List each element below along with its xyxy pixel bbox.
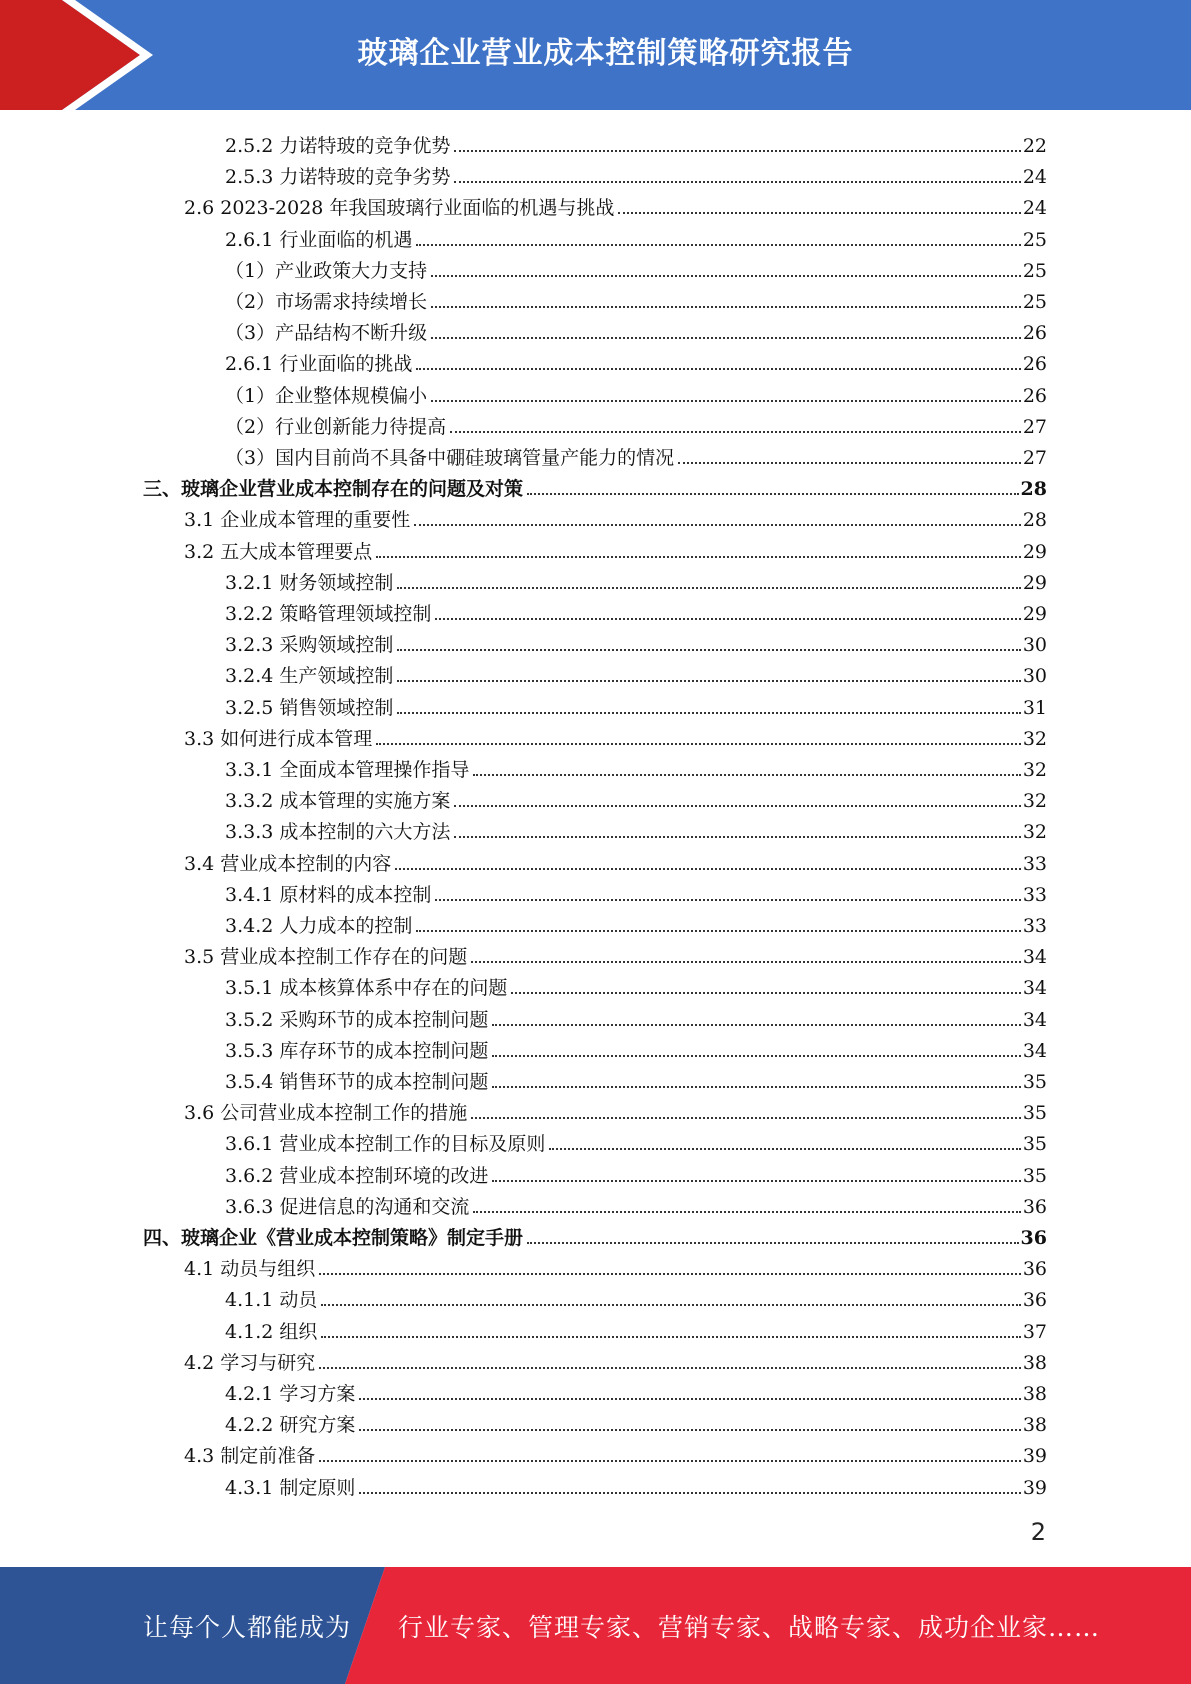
toc-entry[interactable] [225,813,1047,844]
toc-entry[interactable] [184,1250,1047,1281]
toc-entry-page: 32 [1022,759,1047,781]
toc-entry-label: 4.3.1 制定原则 [225,1476,356,1499]
toc-entry-label: （3）国内目前尚不具备中硼硅玻璃管量产能力的情况 [225,447,675,469]
toc-entry-page: 28 [1022,509,1047,532]
report-title: 玻璃企业营业成本控制策略研究报告 [357,36,854,71]
toc-entry-page: 33 [1022,852,1047,875]
toc-entry[interactable] [184,501,1047,532]
toc-entry[interactable] [225,595,1047,626]
toc-dot-leader [376,743,1021,745]
toc-entry-label: 3.4 营业成本控制的内容 [184,852,392,875]
toc-dot-leader [431,306,1021,308]
page-header [0,0,1191,110]
toc-dot-leader [397,649,1020,651]
toc-entry-label: 3.4.1 原材料的成本控制 [225,883,432,906]
toc-entry[interactable] [225,1406,1047,1437]
toc-entry-label: 3.6.3 促进信息的沟通和交流 [225,1195,470,1218]
toc-entry-page: 29 [1022,603,1047,625]
toc-entry-page: 27 [1022,415,1047,438]
toc-dot-leader [471,1117,1021,1119]
toc-entry-page: 36 [1022,1289,1047,1312]
toc-dot-leader [435,618,1020,620]
toc-dot-leader [397,587,1020,589]
toc-entry[interactable] [225,1313,1047,1344]
toc-entry[interactable] [225,1188,1047,1219]
toc-entry[interactable] [225,1469,1047,1500]
toc-entry-page: 30 [1022,665,1047,688]
toc-entry[interactable] [184,1094,1047,1125]
toc-entry-page: 31 [1022,696,1047,719]
toc-dot-leader [395,868,1021,870]
toc-entry[interactable] [225,127,1047,158]
toc-entry-page: 38 [1022,1414,1047,1437]
toc-entry-label: 4.2.2 研究方案 [225,1414,356,1437]
toc-entry[interactable] [225,314,1047,345]
toc-entry-label: 4.3 制定前准备 [184,1445,316,1468]
toc-entry-page: 32 [1022,790,1047,813]
toc-dot-leader [471,961,1021,963]
toc-entry-label: 3.5.1 成本核算体系中存在的问题 [225,977,508,1000]
toc-entry-page: 32 [1022,821,1047,844]
toc-entry[interactable] [225,1125,1047,1156]
toc-entry[interactable] [225,1001,1047,1032]
toc-dot-leader [431,400,1021,402]
toc-entry-page: 26 [1022,353,1047,376]
footer-slogan-left: 让每个人都能成为 [143,1612,352,1642]
toc-entry-page: 24 [1022,197,1047,220]
toc-entry[interactable] [225,408,1047,439]
toc-entry-label: 4.2.1 学习方案 [225,1383,356,1405]
toc-entry-page: 27 [1022,447,1047,469]
toc-entry[interactable] [143,1219,1047,1250]
toc-entry-page: 25 [1022,228,1047,251]
toc-dot-leader [492,1180,1020,1182]
toc-dot-leader [549,1148,1020,1150]
toc-entry-label: 3.1 企业成本管理的重要性 [184,509,411,532]
toc-entry-label: （1）企业整体规模偏小 [225,384,428,407]
toc-entry[interactable] [225,221,1047,252]
toc-entry[interactable] [225,1032,1047,1063]
toc-entry-label: （3）产品结构不断升级 [225,322,428,345]
toc-entry-page: 32 [1022,727,1047,750]
toc-entry-page: 36 [1022,1258,1047,1281]
toc-dot-leader [473,774,1020,776]
toc-dot-leader [397,712,1020,714]
toc-entry[interactable] [225,1375,1047,1406]
toc-entry-label: （2）行业创新能力待提高 [225,415,447,438]
toc-entry-page: 24 [1022,166,1047,189]
toc-entry[interactable] [143,470,1047,501]
toc-entry-label: 3.2.5 销售领域控制 [225,696,394,719]
toc-dot-leader [454,836,1020,838]
toc-entry-label: 3.5.2 采购环节的成本控制问题 [225,1008,489,1031]
toc-entry-label: 3.2.4 生产领域控制 [225,665,394,688]
toc-dot-leader [359,1492,1020,1494]
toc-entry-page: 33 [1022,915,1047,937]
toc-entry[interactable] [225,252,1047,283]
toc-entry-page: 34 [1022,1008,1047,1031]
toc-dot-leader [454,150,1020,152]
toc-entry-page: 39 [1022,1476,1047,1499]
toc-entry-page: 38 [1022,1383,1047,1405]
toc-dot-leader [359,1429,1020,1431]
toc-entry[interactable] [225,907,1047,938]
toc-entry[interactable] [225,626,1047,657]
toc-entry-page: 35 [1022,1071,1047,1093]
toc-entry-label: 2.5.3 力诺特玻的竞争劣势 [225,166,451,189]
toc-entry-page: 36 [1020,1227,1047,1249]
toc-dot-leader [492,1086,1020,1088]
toc-dot-leader [454,181,1020,183]
toc-dot-leader [321,1304,1020,1306]
toc-entry[interactable] [225,283,1047,314]
toc-dot-leader [416,368,1020,370]
toc-entry[interactable] [225,1281,1047,1312]
toc-entry[interactable] [225,439,1047,470]
toc-entry-page: 38 [1022,1351,1047,1374]
toc-entry[interactable] [225,657,1047,688]
toc-entry-label: 2.6 2023-2028 年我国玻璃行业面临的机遇与挑战 [184,197,615,220]
toc-entry[interactable] [184,1437,1047,1468]
toc-entry[interactable] [184,720,1047,751]
toc-entry[interactable] [225,1063,1047,1094]
page-footer [0,1567,1191,1684]
toc-entry-page: 36 [1022,1195,1047,1218]
toc-entry[interactable] [184,1344,1047,1375]
toc-dot-leader [511,992,1020,994]
toc-entry-label: 四、玻璃企业《营业成本控制策略》制定手册 [143,1227,524,1249]
toc-entry-label: 4.1.1 动员 [225,1289,318,1312]
toc-dot-leader [435,899,1020,901]
toc-entry-page: 34 [1022,1039,1047,1062]
toc-dot-leader [618,212,1020,214]
toc-entry-page: 35 [1022,1133,1047,1156]
toc-entry-page: 26 [1022,384,1047,407]
toc-entry-page: 33 [1022,883,1047,906]
page-number: 2 [1030,1518,1046,1546]
footer-slogan-right: 行业专家、管理专家、营销专家、战略专家、成功企业家…… [398,1612,1101,1642]
toc-entry[interactable] [225,689,1047,720]
toc-entry-label: 4.1 动员与组织 [184,1258,316,1281]
toc-entry-label: 4.2 学习与研究 [184,1351,316,1374]
toc-dot-leader [431,337,1021,339]
toc-entry-label: 3.6.2 营业成本控制环境的改进 [225,1164,489,1187]
toc-dot-leader [492,1055,1020,1057]
toc-dot-leader [319,1460,1021,1462]
toc-dot-leader [431,275,1021,277]
toc-entry-label: 3.2 五大成本管理要点 [184,540,373,563]
toc-entry-label: 3.5.3 库存环节的成本控制问题 [225,1039,489,1062]
toc-entry-page: 28 [1020,478,1047,501]
toc-dot-leader [416,244,1020,246]
toc-entry[interactable] [225,751,1047,782]
toc-dot-leader [414,524,1021,526]
toc-entry-label: 3.3.1 全面成本管理操作指导 [225,759,470,781]
toc-entry[interactable] [225,782,1047,813]
toc-dot-leader [321,1336,1020,1338]
toc-entry-label: 3.2.3 采购领域控制 [225,634,394,657]
toc-entry-label: 3.2.1 财务领域控制 [225,571,394,594]
toc-entry-label: 3.4.2 人力成本的控制 [225,915,413,937]
toc-entry[interactable] [225,158,1047,189]
toc-entry-page: 35 [1022,1102,1047,1125]
toc-entry[interactable] [225,345,1047,376]
toc-entry-label: 3.5.4 销售环节的成本控制问题 [225,1071,489,1093]
toc-entry-label: 三、玻璃企业营业成本控制存在的问题及对策 [143,478,524,501]
toc-dot-leader [319,1273,1021,1275]
toc-dot-leader [454,805,1020,807]
toc-entry[interactable] [225,876,1047,907]
toc-dot-leader [527,493,1019,495]
toc-dot-leader [527,1242,1019,1244]
toc-entry-page: 37 [1022,1320,1047,1343]
toc-dot-leader [450,431,1021,433]
toc-entry[interactable] [225,377,1047,408]
toc-entry-label: 3.6.1 营业成本控制工作的目标及原则 [225,1133,546,1156]
toc-entry-page: 29 [1022,540,1047,563]
toc-dot-leader [319,1367,1021,1369]
toc-dot-leader [473,1211,1020,1213]
toc-entry-label: 3.2.2 策略管理领域控制 [225,603,432,625]
toc-entry-label: 3.6 公司营业成本控制工作的措施 [184,1102,468,1125]
toc-dot-leader [376,556,1021,558]
toc-dot-leader [359,1398,1020,1400]
toc-entry[interactable] [184,938,1047,969]
toc-entry-page: 25 [1022,259,1047,282]
toc-entry-label: 4.1.2 组织 [225,1320,318,1343]
toc-entry-label: 3.3 如何进行成本管理 [184,727,373,750]
toc-entry-label: 2.5.2 力诺特玻的竞争优势 [225,135,451,157]
toc-entry-page: 34 [1022,946,1047,969]
toc-entry[interactable] [184,845,1047,876]
toc-entry-page: 35 [1022,1164,1047,1187]
toc-dot-leader [397,680,1020,682]
toc-entry-label: （2）市场需求持续增长 [225,291,428,313]
toc-dot-leader [678,462,1021,464]
toc-entry-page: 22 [1022,135,1047,157]
toc-entry-label: 3.3.2 成本管理的实施方案 [225,790,451,813]
toc-entry-page: 34 [1022,977,1047,1000]
toc-entry-page: 39 [1022,1445,1047,1468]
toc-entry[interactable] [225,564,1047,595]
toc-entry-label: 3.5 营业成本控制工作存在的问题 [184,946,468,969]
toc-entry-page: 25 [1022,291,1047,313]
toc-entry[interactable] [184,189,1047,220]
toc-dot-leader [492,1024,1020,1026]
toc-entry-label: 2.6.1 行业面临的挑战 [225,353,413,376]
toc-entry-page: 29 [1022,571,1047,594]
toc-entry-label: （1）产业政策大力支持 [225,259,428,282]
toc-entry-label: 2.6.1 行业面临的机遇 [225,228,413,251]
toc-entry[interactable] [184,533,1047,564]
toc-entry-page: 26 [1022,322,1047,345]
toc-dot-leader [416,930,1020,932]
toc-entry[interactable] [225,969,1047,1000]
toc-entry-label: 3.3.3 成本控制的六大方法 [225,821,451,844]
toc-entry-page: 30 [1022,634,1047,657]
toc-entry[interactable] [225,1157,1047,1188]
